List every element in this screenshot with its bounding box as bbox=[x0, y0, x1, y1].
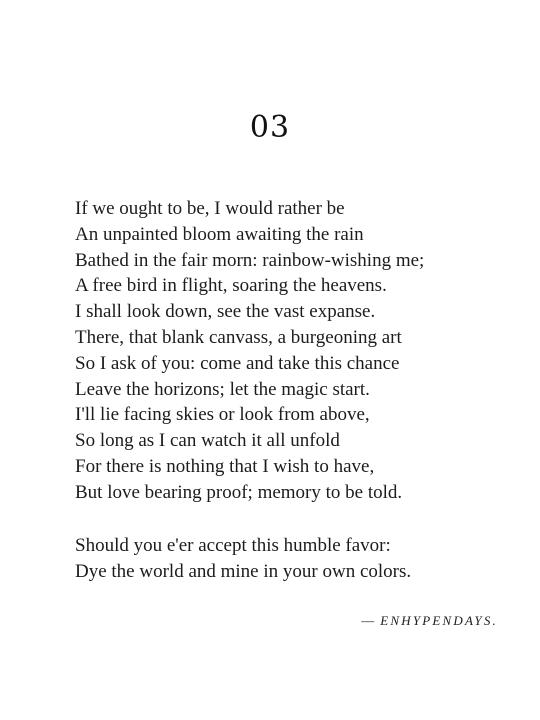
poem-line: There, that blank canvass, a burgeoning art bbox=[75, 326, 402, 348]
poem-line: So long as I can watch it all unfold bbox=[75, 430, 340, 452]
signature-author: ENHYPENDAYS. bbox=[380, 613, 498, 628]
poem-line: If we ought to be, I would rather be bbox=[75, 198, 345, 219]
signature-dash: — bbox=[361, 613, 375, 628]
poem-line: So I ask of you: come and take this chance bbox=[75, 352, 400, 374]
poem-line: Bathed in the fair morn: rainbow-wishing me; bbox=[75, 249, 425, 271]
poem-line: I shall look down, see the vast expanse. bbox=[75, 301, 376, 323]
poem-line: I'll lie facing skies or look from above, bbox=[75, 404, 370, 426]
author-signature bbox=[361, 612, 498, 630]
poem-line: Should you e'er accept this humble favor: bbox=[75, 535, 391, 556]
poem-line: A free bird in flight, soaring the heavens. bbox=[75, 275, 387, 297]
poem-line: But love bearing proof; memory to be told. bbox=[75, 481, 403, 503]
poem-line: An unpainted bloom awaiting the rain bbox=[75, 223, 364, 245]
poem-line: For there is nothing that I wish to have, bbox=[75, 455, 375, 477]
stanza-2 bbox=[75, 533, 515, 585]
poem-line: Leave the horizons; let the magic start. bbox=[75, 378, 370, 400]
stanza-1 bbox=[75, 196, 515, 506]
poem-number: 03 bbox=[249, 110, 291, 145]
poem-line: Dye the world and mine in your own colors. bbox=[75, 560, 412, 582]
